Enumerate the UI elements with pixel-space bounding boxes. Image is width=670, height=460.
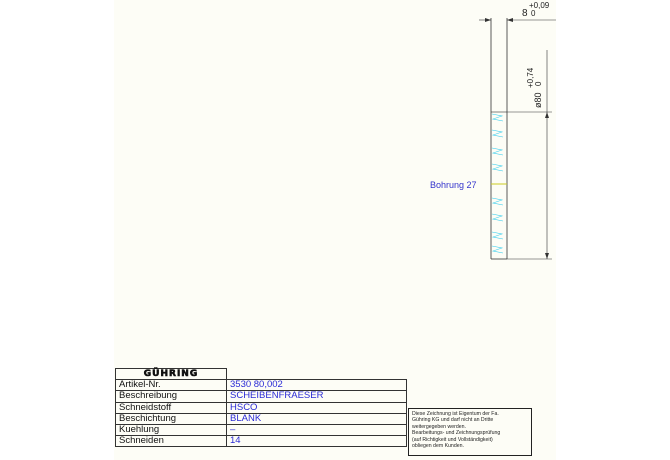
title-value: 14: [227, 436, 407, 447]
title-value: SCHEIBENFRAESER: [227, 391, 407, 402]
ownership-notice: [408, 408, 532, 456]
title-value: HSCO: [227, 402, 407, 413]
tooth-mark: [492, 198, 503, 205]
notice-line: weitergegeben werden.: [412, 423, 466, 430]
diameter-nominal: ø80: [533, 92, 543, 108]
title-value: –: [227, 424, 407, 435]
notice-line: obliegen dem Kunden.: [412, 443, 464, 450]
tooth-mark: [492, 164, 503, 171]
tooth-mark: [492, 214, 503, 221]
notice-line: Bearbeitungs- und Zeichnungsprüfung: [412, 430, 501, 437]
diameter-arrow-bottom: [545, 253, 549, 259]
notice-line: Diese Zeichnung ist Eigentum der Fa.: [412, 411, 499, 417]
width-upper-tolerance: +0,09: [529, 1, 550, 10]
width-arrow-left: [485, 18, 491, 22]
title-row-beschreibung: [116, 391, 407, 402]
tooth-mark: [492, 130, 503, 137]
width-nominal: 8: [522, 8, 528, 19]
tooth-mark: [492, 246, 503, 253]
title-label: Artikel-Nr.: [116, 380, 227, 391]
diameter-upper-tolerance: +0,74: [526, 67, 535, 88]
title-row-schneiden: [116, 436, 407, 447]
title-block: [115, 368, 407, 447]
title-label: Schneidstoff: [116, 402, 227, 413]
tooth-mark: [492, 114, 503, 121]
notice-line: (auf Richtigkeit und Vollständigkeit): [412, 436, 493, 443]
title-row-schneidstoff: [116, 402, 407, 413]
diameter-arrow-top: [545, 112, 549, 118]
title-label: Beschreibung: [116, 391, 227, 402]
title-row-kuehlung: [116, 424, 407, 435]
tooth-mark: [492, 232, 503, 239]
tooth-mark: [492, 148, 503, 155]
title-label: Kuehlung: [116, 424, 227, 435]
title-row-beschichtung: [116, 413, 407, 424]
title-value: 3530 80,002: [227, 380, 407, 391]
width-arrow-right: [507, 18, 513, 22]
width-lower-tolerance: 0: [531, 9, 536, 18]
bohrung-label: Bohrung 27: [430, 180, 477, 190]
diameter-lower-tolerance: 0: [534, 81, 543, 86]
title-value: BLANK: [227, 413, 407, 424]
title-label: Schneiden: [116, 436, 227, 447]
title-row-artikel: [116, 380, 407, 391]
guehring-logo: GÜHRING: [116, 369, 227, 380]
title-label: Beschichtung: [116, 413, 227, 424]
notice-line: Gühring KG und darf nicht an Dritte: [412, 417, 494, 424]
